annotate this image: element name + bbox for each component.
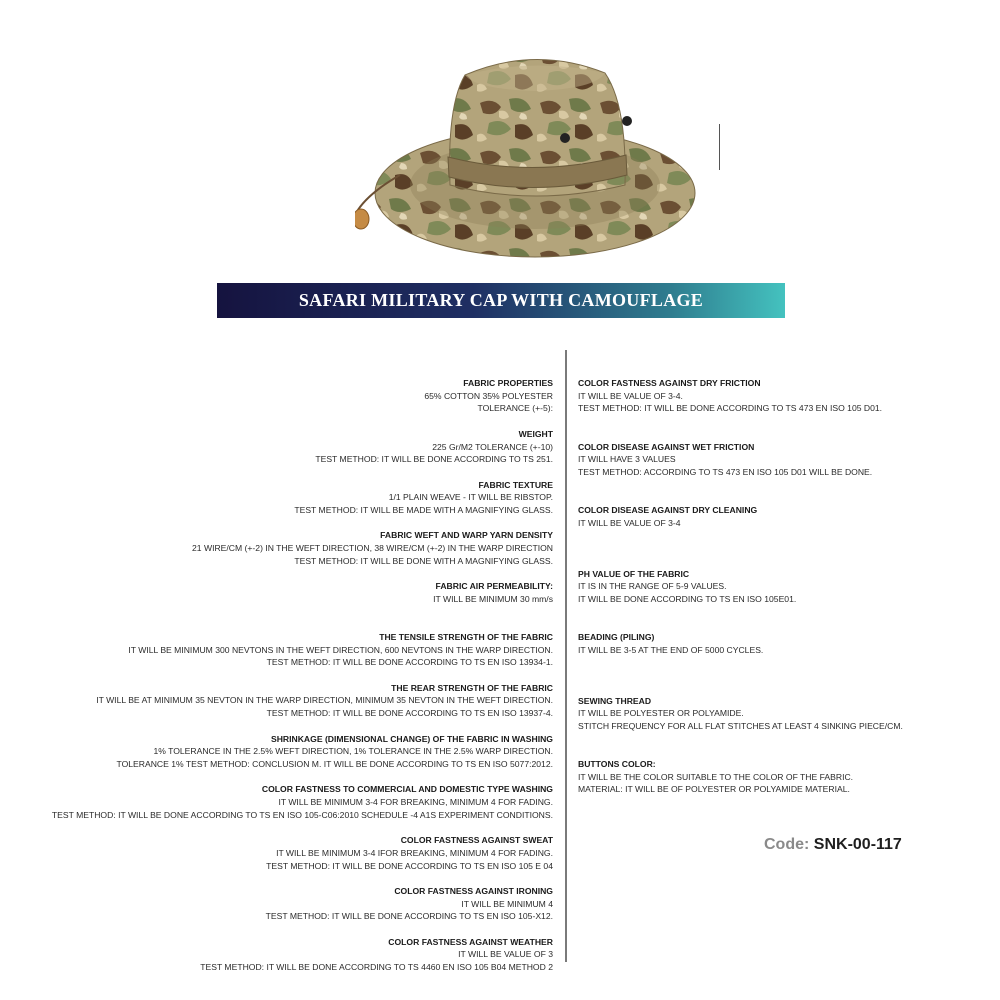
spec-block: [578, 631, 988, 695]
spec-block: [0, 783, 553, 834]
spec-heading: SEWING THREAD: [578, 695, 652, 706]
spec-heading: COLOR FASTNESS AGAINST WEATHER: [388, 936, 553, 947]
spec-line: TEST METHOD: ACCORDING TO TS 473 EN ISO 105 D01 WILL BE DONE.: [578, 466, 873, 477]
product-code-value: SNK-00-117: [813, 836, 902, 853]
spec-block: [0, 428, 553, 479]
spec-heading: COLOR DISEASE AGAINST DRY CLEANING: [578, 505, 758, 515]
spec-block: [0, 479, 553, 530]
spec-line: TEST METHOD: IT WILL BE DONE ACCORDING TO TS EN ISO 105 E 04: [266, 860, 553, 871]
right-spec-column: [578, 377, 988, 822]
spec-heading: FABRIC PROPERTIES: [463, 378, 553, 388]
spec-heading: SHRINKAGE (DIMENSIONAL CHANGE) OF THE FABRIC IN WASHING: [270, 733, 553, 744]
product-title: SAFARI MILITARY CAP WITH CAMOUFLAGE: [298, 290, 704, 310]
spec-heading: FABRIC TEXTURE: [478, 479, 553, 490]
left-spec-column: [0, 377, 553, 987]
spec-block: [578, 695, 988, 759]
spec-line: TEST METHOD: IT WILL BE DONE ACCORDING TO TS 4460 EN ISO 105 B04 METHOD 2: [200, 962, 553, 973]
spec-line: TEST METHOD: IT WILL BE DONE WITH A MAGNIFYING GLASS.: [294, 555, 553, 566]
spec-block: [0, 733, 553, 784]
spec-line: TEST METHOD: IT WILL BE MADE WITH A MAGNIFYING GLASS.: [294, 505, 553, 515]
spec-line: IT WILL BE VALUE OF 3: [458, 949, 553, 960]
spec-heading: BEADING (PILING): [578, 632, 655, 642]
spec-line: TEST METHOD: IT WILL BE DONE ACCORDING TO TS EN ISO 105-X12.: [265, 911, 553, 922]
spec-line: IT WILL BE MINIMUM 3-4 IFOR BREAKING, MINIMUM 4 FOR FADING.: [276, 847, 553, 858]
spec-block: [578, 568, 988, 632]
spec-block: [0, 834, 553, 885]
spec-line: TEST METHOD: IT WILL BE DONE ACCORDING TO TS EN ISO 105-C06:2010 SCHEDULE -4 A1S EXPERIMENT CONDITIONS.: [51, 809, 553, 820]
spec-line: IT WILL BE VALUE OF 3-4: [578, 517, 681, 528]
spec-heading: BUTTONS COLOR:: [578, 759, 656, 769]
spec-line: IT WILL HAVE 3 VALUES: [578, 454, 676, 465]
spec-block: [578, 504, 988, 568]
spec-heading: THE TENSILE STRENGTH OF THE FABRIC: [379, 631, 553, 642]
product-code-label: Code:: [764, 836, 810, 853]
spec-heading: COLOR DISEASE AGAINST WET FRICTION: [578, 441, 755, 452]
spec-line: STITCH FREQUENCY FOR ALL FLAT STITCHES AT LEAST 4 SINKING PIECE/CM.: [578, 720, 903, 731]
spec-line: IT WILL BE MINIMUM 300 NEVTONS IN THE WEFT DIRECTION, 600 NEVTONS IN THE WARP DIRECTION.: [128, 644, 553, 655]
spec-line: IT WILL BE POLYESTER OR POLYAMIDE.: [578, 708, 744, 719]
product-code: [764, 836, 902, 854]
decorative-line: [719, 124, 720, 170]
title-banner: [217, 283, 785, 318]
spec-line: 65% COTTON 35% POLYESTER: [424, 390, 553, 401]
spec-block: [0, 936, 553, 987]
spec-line: TEST METHOD: IT WILL BE DONE ACCORDING TO TS 251.: [315, 454, 553, 465]
spec-line: TOLERANCE 1% TEST METHOD: CONCLUSION M. IT WILL BE DONE ACCORDING TO TS EN ISO 5077:2012.: [116, 758, 553, 769]
spec-line: IT WILL BE VALUE OF 3-4.: [578, 390, 683, 401]
spec-line: TEST METHOD: IT WILL BE DONE ACCORDING TO TS EN ISO 13934-1.: [266, 657, 553, 668]
spec-line: 225 Gr/M2 TOLERANCE (+-10): [432, 441, 553, 452]
spec-line: IT IS IN THE RANGE OF 5-9 VALUES.: [578, 581, 727, 592]
spec-line: 21 WIRE/CM (+-2) IN THE WEFT DIRECTION, 38 WIRE/CM (+-2) IN THE WARP DIRECTION: [192, 543, 553, 554]
product-image: [355, 45, 705, 265]
spec-block: [0, 377, 553, 428]
spec-line: IT WILL BE 3-5 AT THE END OF 5000 CYCLES.: [578, 644, 764, 655]
camouflage-hat-icon: [355, 45, 705, 265]
spec-line: IT WILL BE THE COLOR SUITABLE TO THE COLOR OF THE FABRIC.: [578, 771, 854, 782]
spec-block: [0, 885, 553, 936]
spec-line: 1/1 PLAIN WEAVE - IT WILL BE RIBSTOP.: [388, 492, 553, 503]
spec-block: [0, 682, 553, 733]
spec-line: 1% TOLERANCE IN THE 2.5% WEFT DIRECTION, 1% TOLERANCE IN THE 2.5% WARP DIRECTION.: [153, 746, 553, 757]
spec-heading: THE REAR STRENGTH OF THE FABRIC: [391, 682, 553, 693]
spec-line: TEST METHOD: IT WILL BE DONE ACCORDING TO TS 473 EN ISO 105 D01.: [578, 403, 883, 414]
spec-line: IT WILL BE MINIMUM 3-4 FOR BREAKING, MINIMUM 4 FOR FADING.: [278, 797, 553, 808]
spec-block: [0, 580, 553, 631]
spec-line: IT WILL BE DONE ACCORDING TO TS EN ISO 105E01.: [578, 593, 797, 604]
spec-line: TOLERANCE (+-5):: [477, 403, 553, 414]
spec-heading: FABRIC AIR PERMEABILITY:: [435, 581, 553, 592]
spec-heading: PH VALUE OF THE FABRIC: [578, 568, 690, 579]
column-divider: [565, 350, 567, 962]
spec-line: TEST METHOD: IT WILL BE DONE ACCORDING TO TS EN ISO 13937-4.: [266, 708, 553, 719]
spec-line: MATERIAL: IT WILL BE OF POLYESTER OR POLYAMIDE MATERIAL.: [578, 784, 850, 795]
spec-heading: FABRIC WEFT AND WARP YARN DENSITY: [380, 530, 553, 541]
spec-block: [0, 529, 553, 580]
spec-line: IT WILL BE MINIMUM 4: [461, 898, 553, 909]
spec-block: [578, 441, 988, 505]
spec-heading: COLOR FASTNESS AGAINST IRONING: [394, 885, 553, 896]
spec-block: [578, 377, 988, 441]
spec-block: [0, 631, 553, 682]
spec-heading: WEIGHT: [518, 428, 553, 439]
spec-line: IT WILL BE AT MINIMUM 35 NEVTON IN THE WARP DIRECTION, MINIMUM 35 NEVTON IN THE WEFT DIRECTION.: [96, 695, 553, 706]
spec-block: [578, 758, 988, 822]
spec-heading: COLOR FASTNESS TO COMMERCIAL AND DOMESTIC TYPE WASHING: [261, 784, 553, 795]
spec-heading: COLOR FASTNESS AGAINST DRY FRICTION: [578, 378, 761, 388]
spec-line: IT WILL BE MINIMUM 30 mm/s: [433, 593, 553, 604]
spec-heading: COLOR FASTNESS AGAINST SWEAT: [400, 835, 553, 846]
